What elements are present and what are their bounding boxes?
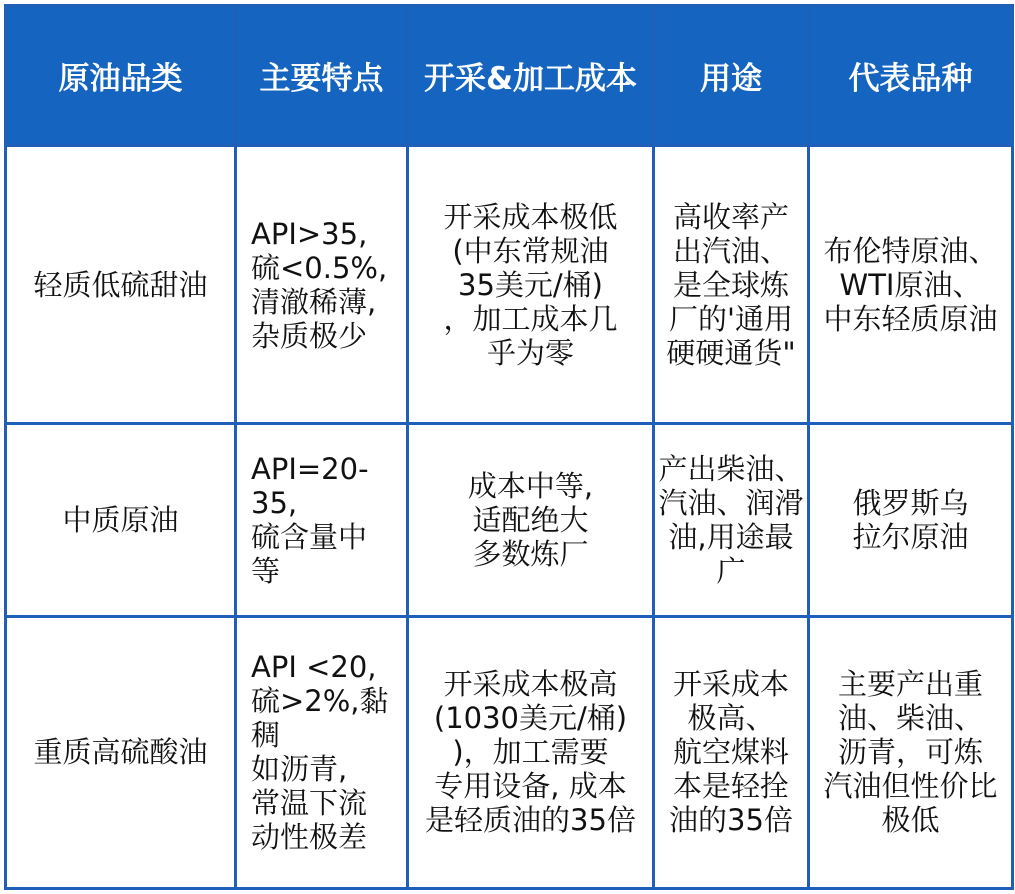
features-text: API=20-35, 硫含量中 等 — [251, 451, 369, 588]
cell-features — [236, 146, 408, 424]
cell-features — [236, 424, 408, 616]
usage-text: 开采成本 极高、 航空煤料 本是轻拴 油的35倍 — [669, 667, 793, 838]
category-text: 轻质低硫甜油 — [33, 267, 208, 302]
header-cost: 开采&加工成本 — [408, 6, 654, 146]
cell-usage — [654, 146, 809, 424]
cell-category — [6, 424, 236, 616]
category-text: 中质原油 — [62, 502, 179, 537]
cost-text: 开采成本极低 (中东常规油 35美元/桶) ，加工成本几 乎为零 — [443, 199, 618, 370]
features-text: API>35, 硫<0.5%, 清澈稀薄, 杂质极少 — [251, 216, 388, 353]
header-category: 原油品类 — [6, 6, 236, 146]
header-usage: 用途 — [654, 6, 809, 146]
cost-text: 开采成本极高 (1030美元/桶) )，加工需要 专用设备, 成本 是轻质油的35倍 — [425, 667, 636, 838]
usage-text: 产出柴油、 汽油、润滑 油,用途最广 — [658, 451, 804, 588]
features-text: API <20, 硫>2%,黏稠 如沥青, 常温下流 动性极差 — [251, 650, 389, 855]
examples-text: 主要产出重 油、柴油、 沥青，可炼 汽油但性价比 极低 — [823, 667, 998, 838]
crude-oil-table — [4, 4, 1014, 890]
cell-cost — [408, 616, 654, 888]
cell-category — [6, 616, 236, 888]
cell-examples — [809, 146, 1013, 424]
header-row — [6, 6, 1013, 146]
cell-category — [6, 146, 236, 424]
cell-examples — [809, 616, 1013, 888]
cell-usage — [654, 616, 809, 888]
cost-text: 成本中等, 适配绝大 多数炼厂 — [467, 468, 594, 571]
cell-examples — [809, 424, 1013, 616]
cell-cost — [408, 146, 654, 424]
header-features: 主要特点 — [236, 6, 408, 146]
header-examples: 代表品种 — [809, 6, 1013, 146]
examples-text: 布伦特原油、 WTI原油、 中东轻质原油 — [823, 233, 998, 336]
table-row — [6, 146, 1013, 424]
examples-text: 俄罗斯乌 拉尔原油 — [852, 485, 969, 554]
usage-text: 高收率产 出汽油、 是全球炼 厂的'通用 硬硬通货" — [666, 199, 796, 370]
category-text: 重质高硫酸油 — [33, 735, 208, 770]
table-row — [6, 424, 1013, 616]
table-row — [6, 616, 1013, 888]
cell-usage — [654, 424, 809, 616]
cell-features — [236, 616, 408, 888]
cell-cost — [408, 424, 654, 616]
